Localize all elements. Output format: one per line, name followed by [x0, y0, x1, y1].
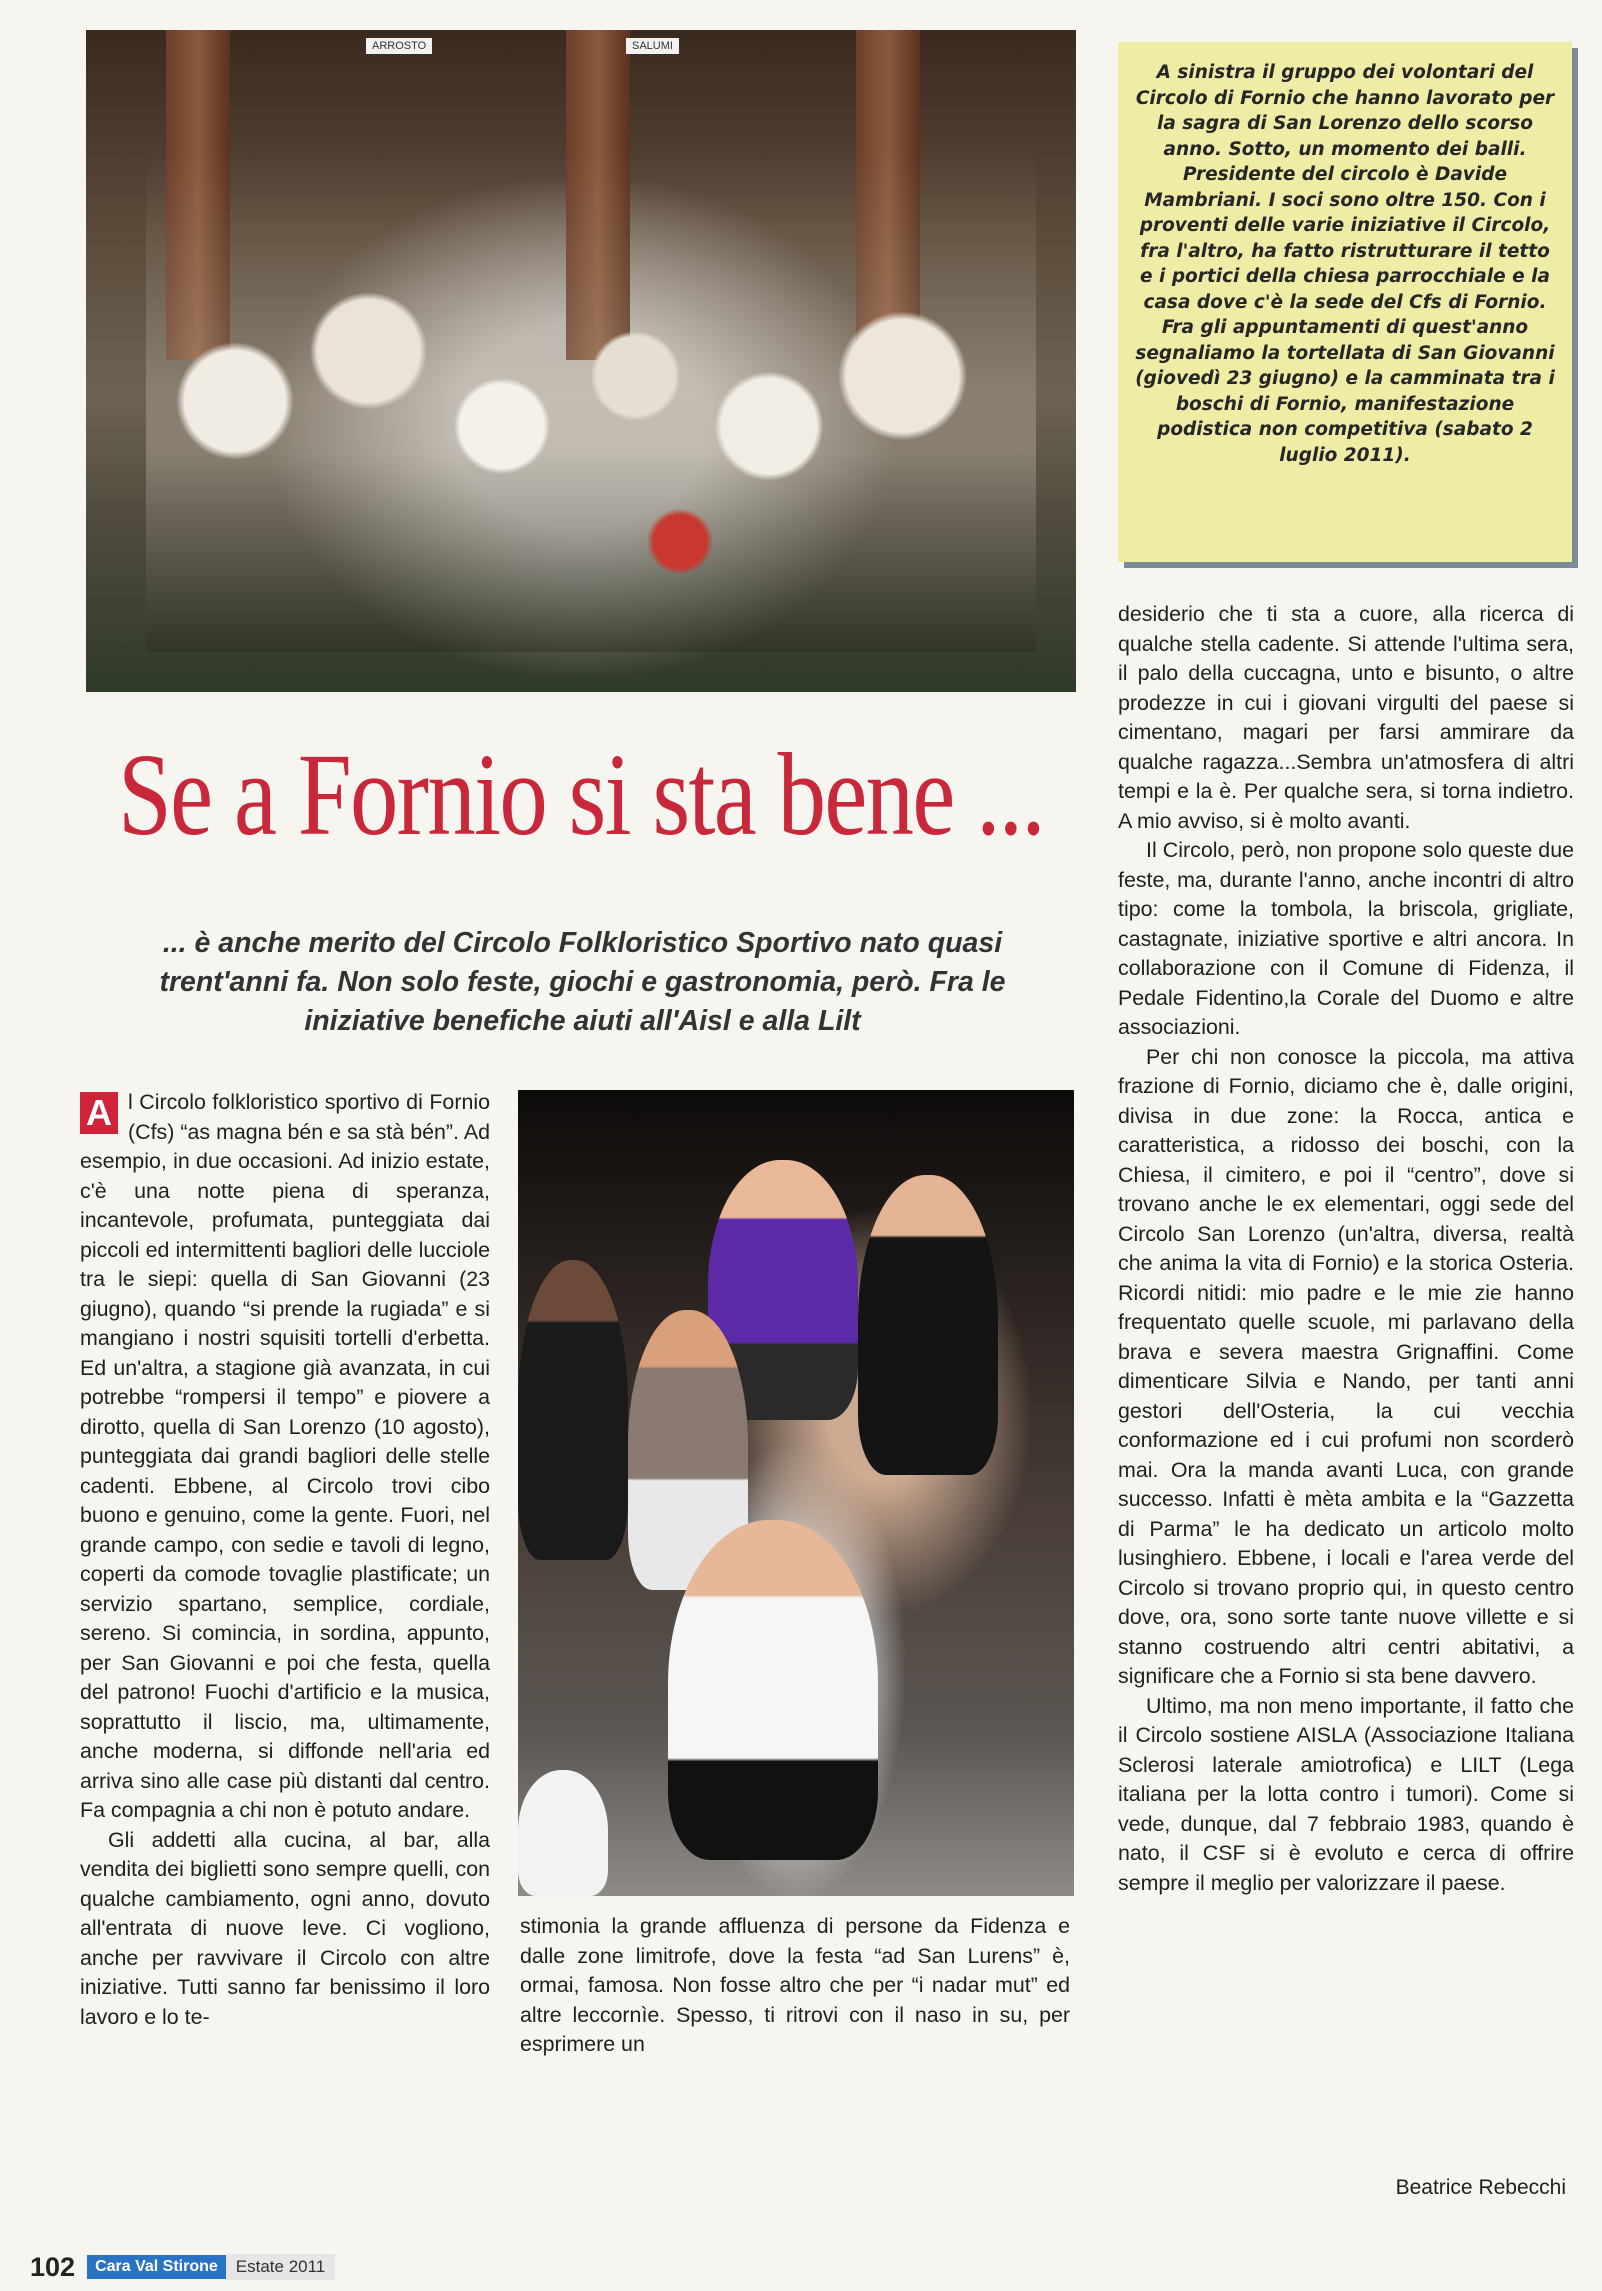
page-footer — [30, 2252, 335, 2282]
drop-cap: A — [80, 1092, 118, 1134]
volunteers-group-photo — [86, 30, 1076, 692]
photo-sign-arrosto: ARROSTO — [366, 38, 432, 54]
issue-label: Estate 2011 — [226, 2254, 335, 2280]
author-byline: Beatrice Rebecchi — [1395, 2176, 1566, 2199]
article-subheadline: ... è anche merito del Circolo Folkloristico Sportivo nato quasi trent'anni fa. Non solo feste, giochi e gastronomia, però. Fra le iniziative benefiche aiuti all'Aisl e alla Lilt — [159, 927, 1006, 1037]
photo-caption-box: A sinistra il gruppo dei volontari del Circolo di Fornio che hanno lavorato per la sagra di San Lorenzo dello scorso anno. Sotto, un momento dei balli. Presidente del circolo è Davide Mambriani. I soci sono oltre 150. Con i proventi delle varie iniziative il Circolo, fra l'altro, ha fatto ristrutturare il tetto e i portici della chiesa parrocchiale e la casa dove c'è la sede del Cfs di Fornio. Fra gli appuntamenti di quest'anno segnaliamo la tortellata di San Giovanni (giovedì 23 giugno) e la camminata tra i boschi di Fornio, manifestazione podistica non competitiva (sabato 2 luglio 2011). — [1118, 42, 1572, 562]
article-column-middle — [520, 1912, 1070, 2060]
paragraph: Per chi non conosce la piccola, ma attiva frazione di Fornio, diciamo che è, dalle origini, divisa in due zone: la Rocca, antica e caratteristica, a ridosso dei boschi, con la Chiesa, il cimitero, e poi il “centro”, dove si trovano anche le ex elementari, oggi sede del Circolo San Lorenzo (un'altra, diversa, realtà che anima la vita di Fornio) e la storica Osteria. Ricordi nitidi: mio padre e le mie zie hanno frequentato quelle scuole, mi parlavano della brava e severa maestra Grignaffini. Come dimenticare Silvia e Nando, per tanti anni gestori dell'Osteria, la cui vecchia conformazione ed i cui profumi non scorderò mai. Ora la manda avanti Luca, con grande successo. Infatti è mèta ambita e la “Gazzetta di Parma” le ha dedicato un articolo molto lusinghiero. Ebbene, i locali e l'area verde del Circolo si trovano proprio qui, in questo centro dove, ora, sono sorte tante nuove villette e si stanno costruendo altri centri abitativi, a significare che a Fornio si sta bene davvero. — [1118, 1044, 1574, 1688]
photo-sign-salumi: SALUMI — [626, 38, 679, 54]
article-column-left — [80, 1088, 490, 2032]
article-column-right — [1118, 600, 1574, 1898]
magazine-name: Cara Val Stirone — [87, 2255, 226, 2279]
paragraph: Ultimo, ma non meno importante, il fatto che il Circolo sostiene AISLA (Associazione Italiana Sclerosi laterale amiotrofica) e LILT (Lega italiana per la lotta contro i tumori). Come si vede, dunque, dal 7 febbraio 1983, quando è nato, il CSF si è evoluto e cerca di offrire sempre il meglio per valorizzare il paese. — [1118, 1693, 1574, 1895]
paragraph: stimonia la grande affluenza di persone da Fidenza e dalle zone limitrofe, dove la festa “ad San Lurens” è, ormai, famosa. Non fosse altro che per “i nadar mut” ed altre leccornìe. Spesso, ti ritrovi con il naso in su, per esprimere un — [520, 1914, 1070, 2056]
paragraph: Il Circolo, però, non propone solo queste due feste, ma, durante l'anno, anche incontri di altro tipo: come la tombola, la briscola, grigliate, castagnate, iniziative sportive e altri ancora. In collaborazione con il Comune di Fidenza, il Pedale Fidentino,la Corale del Duomo e altre associazioni. — [1118, 838, 1574, 1039]
article-headline: Se a Fornio si sta bene ... — [118, 729, 1044, 860]
paragraph: desiderio che ti sta a cuore, alla ricerca di qualche stella cadente. Si attende l'ultima sera, il palo della cuccagna, unto e bisunto, o altre prodezze in cui i giovani virgulti del paese si cimentano, magari per farsi ammirare da qualche ragazza...Sembra un'atmosfera di altri tempi e la è. Per qualche sera, si torna indietro. A mio avviso, si è molto avanti. — [1118, 602, 1574, 833]
paragraph: l Circolo folkloristico sportivo di Fornio (Cfs) “as magna bén e sa stà bén”. Ad esempio, in due occasioni. Ad inizio estate, c'è una notte piena di speranza, incantevole, profumata, punteggiata dai piccoli ed intermittenti bagliori delle lucciole tra le siepi: quella di San Giovanni (23 giugno), quando “si prende la rugiada” e si mangiano i nostri squisiti tortelli d'erbetta. Ed un'altra, a stagione già avanzata, in cui potrebbe “rompersi il tempo” e piovere a dirotto, quella di San Lorenzo (10 agosto), punteggiata dai grandi bagliori delle stelle cadenti. Ebbene, al Circolo trovi cibo buono e genuino, come la gente. Fuori, nel grande campo, con sedie e tavoli di legno, coperti da comode tovaglie plastificate; un servizio spartano, semplice, cordiale, sereno. Si comincia, in sordina, appunto, per San Giovanni e poi che festa, quella del patrono! Fuochi d'artificio e la musica, soprattutto il liscio, ma, ultimamente, anche moderna, si diffonde nell'aria ed arriva sino alle case più distanti dal centro. Fa compagnia a chi non è potuto andare. — [80, 1090, 490, 1822]
dance-photo — [518, 1090, 1074, 1896]
page-number: 102 — [30, 2251, 76, 2282]
paragraph: Gli addetti alla cucina, al bar, alla vendita dei biglietti sono sempre quelli, con qualche cambiamento, ogni anno, dovuto all'entrata di nuove leve. Ci vogliono, anche per ravvivare il Circolo con altre iniziative. Tutti sanno far benissimo il loro lavoro e lo te- — [80, 1827, 490, 2029]
